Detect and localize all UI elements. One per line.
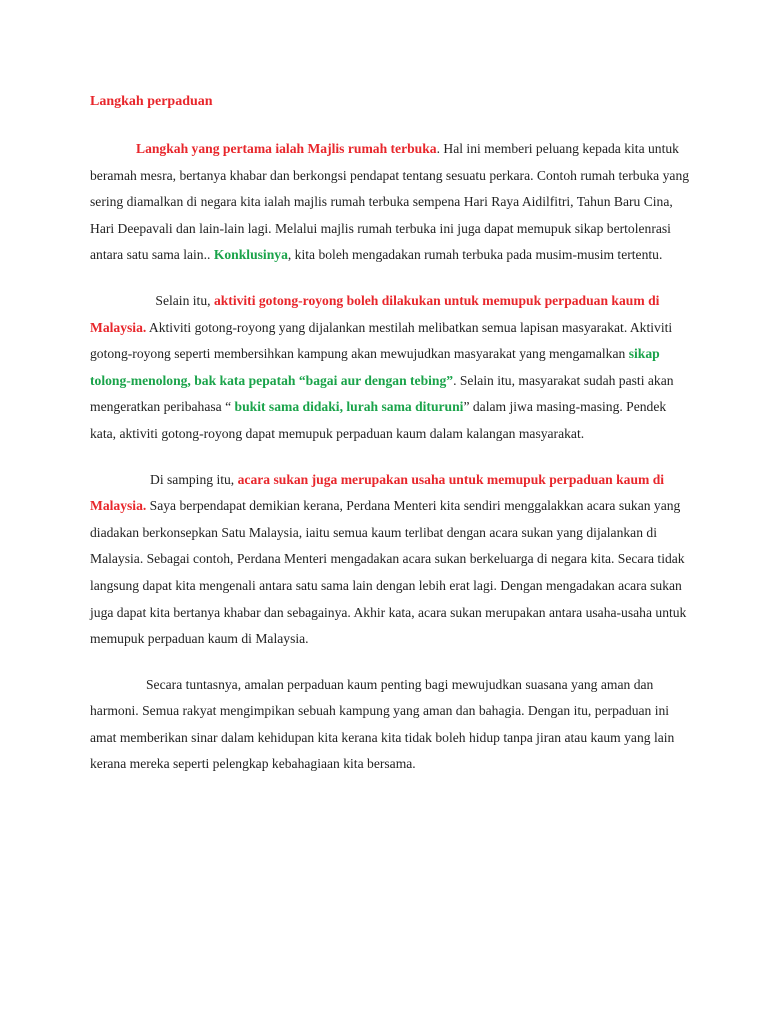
paragraph-1	[90, 136, 690, 269]
body-text: Di samping itu,	[150, 471, 238, 487]
body-text: Secara tuntasnya, amalan perpaduan kaum penting bagi mewujudkan suasana yang aman dan harmoni. Semua rakyat mengimpikan sebuah kampung yang aman dan bahagia. Dengan itu, perpaduan ini amat memberikan sinar dalam kehidupan kita kerana kita tidak boleh hidup tanpa jiran atau kaum yang lain kerana mereka seperti pelengkap kebahagiaan kita bersama.	[90, 676, 675, 772]
paragraph-3	[90, 467, 690, 653]
paragraph-2	[90, 288, 690, 448]
body-text: . Selain itu, masyarakat sudah pasti akan mengeratkan peribahasa “	[90, 372, 674, 415]
red-highlight: Langkah yang pertama ialah Majlis rumah terbuka	[136, 141, 437, 156]
body-text: ” dalam jiwa masing-masing. Pendek kata, aktiviti gotong-royong dapat memupuk perpaduan kaum dalam kalangan masyarakat.	[90, 399, 667, 441]
green-highlight: Konklusinya	[213, 247, 288, 263]
green-highlight: sikap tolong-menolong, bak kata pepatah “bagai aur dengan tebing”	[90, 346, 660, 388]
body-text: Saya berpendapat demikian kerana, Perdana Menteri kita sendiri menggalakkan acara sukan yang diadakan berkonsepkan Satu Malaysia, iaitu semua kaum terlibat dengan acara sukan yang dijalankan di Malaysia. Sebagai contoh, Perdana Menteri mengadakan acara sukan berkeluarga di negara kita. Secara tidak langsung dapat kita mengenali antara satu sama lain dengan lebih erat lagi. Dengan mengadakan acara sukan juga dapat kita bertanya khabar dan sebagainya. Akhir kata, acara sukan merupakan antara usaha-usaha untuk memupuk perpaduan kaum di Malaysia.	[90, 498, 687, 647]
body-text: . Hal ini memberi peluang kepada kita untuk beramah mesra, bertanya khabar dan berkongsi pendapat tentang sesuatu perkara. Contoh rumah terbuka yang sering diamalkan di negara kita ialah majlis rumah terbuka sempena Hari Raya Aidilfitri, Tahun Baru Cina, Hari Deepavali dan lain-lain lagi. Melalui majlis rumah terbuka ini juga dapat memupuk sikap bertolenrasi antara satu sama lain..	[90, 141, 690, 263]
red-highlight: acara sukan juga merupakan usaha untuk memupuk perpaduan kaum di Malaysia.	[90, 471, 665, 514]
body-text: Selain itu,	[152, 292, 214, 308]
document-page	[90, 92, 690, 797]
section-heading: Langkah perpaduan	[90, 94, 213, 109]
body-text: , kita boleh mengadakan rumah terbuka pada musim-musim tertentu.	[287, 247, 663, 263]
paragraph-4	[90, 672, 690, 778]
red-highlight: aktiviti gotong-royong boleh dilakukan untuk memupuk perpaduan kaum di Malaysia.	[90, 292, 660, 335]
body-text: Aktiviti gotong-royong yang dijalankan mestilah melibatkan semua lapisan masyarakat. Aktiviti gotong-royong seperti membersihkan kampung akan mewujudkan masyarakat yang mengamalkan	[90, 319, 673, 362]
green-highlight: bukit sama didaki, lurah sama dituruni	[234, 399, 464, 415]
